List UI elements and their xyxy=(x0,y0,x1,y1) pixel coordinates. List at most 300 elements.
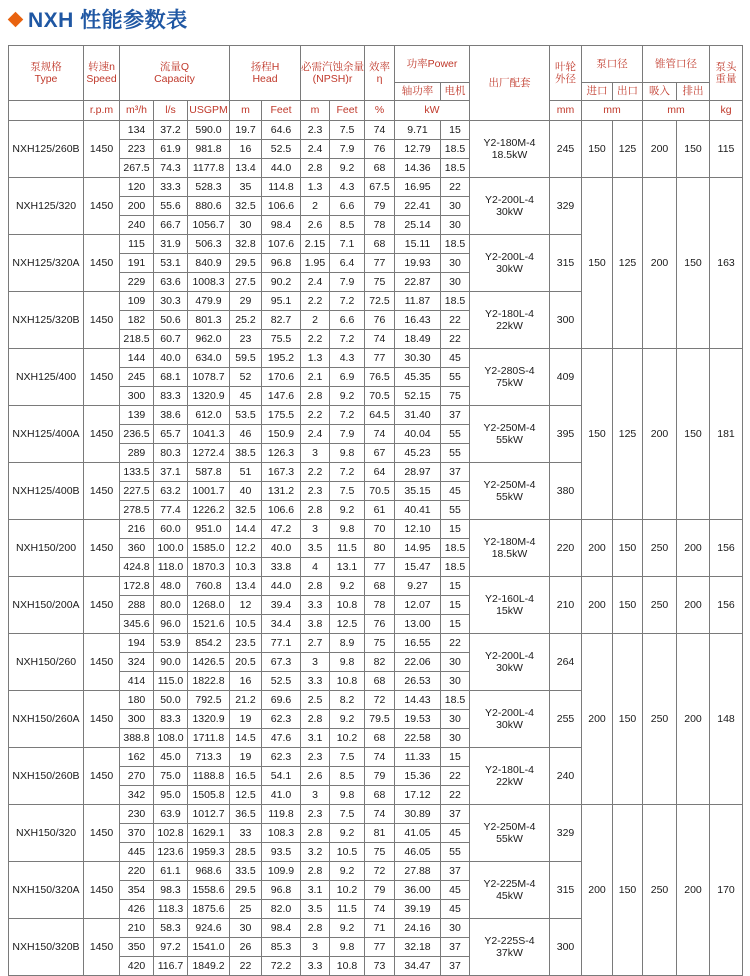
table-row xyxy=(9,805,743,824)
head-m: 29 xyxy=(230,292,262,311)
capacity-ls: 33.3 xyxy=(154,178,188,197)
col-port: 泵口径 xyxy=(582,46,643,83)
unit-rpm: r.p.m xyxy=(84,101,120,121)
motor-power: 55 xyxy=(441,444,470,463)
npsh-m: 2.3 xyxy=(301,748,330,767)
npsh-m: 2.3 xyxy=(301,121,330,140)
npsh-m: 2.15 xyxy=(301,235,330,254)
capacity-usgpm: 792.5 xyxy=(188,691,230,710)
capacity-ls: 100.0 xyxy=(154,539,188,558)
capacity-m3h: 278.5 xyxy=(120,501,154,520)
npsh-m: 2.4 xyxy=(301,273,330,292)
efficiency: 82 xyxy=(365,653,395,672)
head-feet: 93.5 xyxy=(262,843,301,862)
capacity-ls: 90.0 xyxy=(154,653,188,672)
capacity-usgpm: 1041.3 xyxy=(188,425,230,444)
capacity-usgpm: 962.0 xyxy=(188,330,230,349)
capacity-m3h: 445 xyxy=(120,843,154,862)
motor-power: 55 xyxy=(441,368,470,387)
capacity-ls: 63.2 xyxy=(154,482,188,501)
npsh-feet: 7.5 xyxy=(330,748,365,767)
pump-weight: 170 xyxy=(710,805,743,976)
capacity-ls: 80.0 xyxy=(154,596,188,615)
npsh-m: 2.8 xyxy=(301,387,330,406)
capacity-m3h: 227.5 xyxy=(120,482,154,501)
head-m: 32.8 xyxy=(230,235,262,254)
shaft-power: 40.04 xyxy=(395,425,441,444)
capacity-m3h: 109 xyxy=(120,292,154,311)
head-m: 27.5 xyxy=(230,273,262,292)
capacity-ls: 75.0 xyxy=(154,767,188,786)
shaft-power: 22.41 xyxy=(395,197,441,216)
capacity-m3h: 200 xyxy=(120,197,154,216)
flange-suction: 200 xyxy=(643,178,677,349)
flange-discharge: 150 xyxy=(677,178,710,349)
impeller-diameter: 240 xyxy=(550,748,582,805)
head-feet: 95.1 xyxy=(262,292,301,311)
capacity-ls: 116.7 xyxy=(154,957,188,976)
npsh-m: 3.3 xyxy=(301,596,330,615)
npsh-feet: 7.2 xyxy=(330,330,365,349)
motor-power: 45 xyxy=(441,881,470,900)
pump-weight: 156 xyxy=(710,577,743,634)
capacity-m3h: 324 xyxy=(120,653,154,672)
npsh-feet: 10.8 xyxy=(330,596,365,615)
capacity-ls: 66.7 xyxy=(154,216,188,235)
shaft-power: 36.00 xyxy=(395,881,441,900)
capacity-ls: 80.3 xyxy=(154,444,188,463)
motor-model: Y2-180M-4 18.5kW xyxy=(470,520,550,577)
capacity-m3h: 288 xyxy=(120,596,154,615)
capacity-usgpm: 924.6 xyxy=(188,919,230,938)
unit-m: m xyxy=(230,101,262,121)
head-m: 23.5 xyxy=(230,634,262,653)
efficiency: 74 xyxy=(365,425,395,444)
head-m: 19 xyxy=(230,710,262,729)
npsh-feet: 7.2 xyxy=(330,406,365,425)
impeller-diameter: 329 xyxy=(550,178,582,235)
shaft-power: 41.05 xyxy=(395,824,441,843)
col-motor-power: 电机 xyxy=(441,83,470,101)
head-m: 53.5 xyxy=(230,406,262,425)
shaft-power: 27.88 xyxy=(395,862,441,881)
capacity-ls: 83.3 xyxy=(154,387,188,406)
npsh-m: 2.3 xyxy=(301,482,330,501)
port-outlet: 150 xyxy=(613,634,643,805)
head-feet: 33.8 xyxy=(262,558,301,577)
pump-type: NXH125/320B xyxy=(9,292,84,349)
shaft-power: 24.16 xyxy=(395,919,441,938)
capacity-ls: 60.7 xyxy=(154,330,188,349)
col-port-out: 出口 xyxy=(613,83,643,101)
head-feet: 126.3 xyxy=(262,444,301,463)
npsh-feet: 9.2 xyxy=(330,387,365,406)
npsh-m: 2.6 xyxy=(301,216,330,235)
speed-value: 1450 xyxy=(84,463,120,520)
head-m: 14.5 xyxy=(230,729,262,748)
capacity-usgpm: 1188.8 xyxy=(188,767,230,786)
npsh-m: 2.5 xyxy=(301,691,330,710)
npsh-m: 2.8 xyxy=(301,159,330,178)
shaft-power: 45.35 xyxy=(395,368,441,387)
npsh-m: 1.3 xyxy=(301,178,330,197)
unit-pct: % xyxy=(365,101,395,121)
capacity-ls: 53.9 xyxy=(154,634,188,653)
head-m: 25 xyxy=(230,900,262,919)
head-feet: 195.2 xyxy=(262,349,301,368)
motor-power: 18.5 xyxy=(441,558,470,577)
npsh-m: 2 xyxy=(301,311,330,330)
speed-value: 1450 xyxy=(84,121,120,178)
head-m: 45 xyxy=(230,387,262,406)
speed-value: 1450 xyxy=(84,862,120,919)
shaft-power: 22.87 xyxy=(395,273,441,292)
motor-model: Y2-200L-4 30kW xyxy=(470,691,550,748)
motor-power: 55 xyxy=(441,843,470,862)
capacity-usgpm: 1585.0 xyxy=(188,539,230,558)
capacity-ls: 45.0 xyxy=(154,748,188,767)
npsh-feet: 9.2 xyxy=(330,501,365,520)
capacity-m3h: 370 xyxy=(120,824,154,843)
npsh-feet: 12.5 xyxy=(330,615,365,634)
capacity-ls: 68.1 xyxy=(154,368,188,387)
npsh-feet: 10.8 xyxy=(330,957,365,976)
npsh-m: 3 xyxy=(301,653,330,672)
shaft-power: 16.43 xyxy=(395,311,441,330)
head-m: 33 xyxy=(230,824,262,843)
npsh-m: 2.1 xyxy=(301,368,330,387)
npsh-m: 2.8 xyxy=(301,710,330,729)
head-m: 13.4 xyxy=(230,577,262,596)
capacity-m3h: 270 xyxy=(120,767,154,786)
head-m: 16 xyxy=(230,672,262,691)
motor-power: 30 xyxy=(441,216,470,235)
capacity-m3h: 300 xyxy=(120,387,154,406)
head-feet: 52.5 xyxy=(262,140,301,159)
capacity-ls: 118.3 xyxy=(154,900,188,919)
shaft-power: 14.95 xyxy=(395,539,441,558)
npsh-m: 2.8 xyxy=(301,919,330,938)
head-m: 29.5 xyxy=(230,254,262,273)
port-outlet: 150 xyxy=(613,805,643,976)
flange-discharge: 200 xyxy=(677,805,710,976)
npsh-feet: 7.9 xyxy=(330,425,365,444)
capacity-m3h: 115 xyxy=(120,235,154,254)
table-row xyxy=(9,349,743,368)
motor-model: Y2-200L-4 30kW xyxy=(470,235,550,292)
shaft-power: 11.87 xyxy=(395,292,441,311)
motor-power: 18.5 xyxy=(441,140,470,159)
shaft-power: 11.33 xyxy=(395,748,441,767)
motor-model: Y2-225S-4 37kW xyxy=(470,919,550,976)
capacity-usgpm: 1541.0 xyxy=(188,938,230,957)
shaft-power: 25.14 xyxy=(395,216,441,235)
col-shaft-power: 轴功率 xyxy=(395,83,441,101)
capacity-m3h: 172.8 xyxy=(120,577,154,596)
port-inlet: 200 xyxy=(582,577,613,634)
shaft-power: 18.49 xyxy=(395,330,441,349)
motor-power: 45 xyxy=(441,349,470,368)
efficiency: 76 xyxy=(365,311,395,330)
head-m: 10.5 xyxy=(230,615,262,634)
motor-model: Y2-160L-4 15kW xyxy=(470,577,550,634)
npsh-feet: 9.2 xyxy=(330,577,365,596)
capacity-m3h: 191 xyxy=(120,254,154,273)
motor-model: Y2-180M-4 18.5kW xyxy=(470,121,550,178)
npsh-m: 1.3 xyxy=(301,349,330,368)
motor-power: 18.5 xyxy=(441,691,470,710)
capacity-usgpm: 1320.9 xyxy=(188,710,230,729)
motor-power: 37 xyxy=(441,406,470,425)
impeller-diameter: 300 xyxy=(550,292,582,349)
npsh-feet: 10.8 xyxy=(330,672,365,691)
head-m: 12.5 xyxy=(230,786,262,805)
head-feet: 40.0 xyxy=(262,539,301,558)
efficiency: 74 xyxy=(365,805,395,824)
efficiency: 78 xyxy=(365,596,395,615)
head-m: 13.4 xyxy=(230,159,262,178)
motor-power: 22 xyxy=(441,786,470,805)
capacity-ls: 97.2 xyxy=(154,938,188,957)
npsh-m: 3.8 xyxy=(301,615,330,634)
capacity-ls: 63.9 xyxy=(154,805,188,824)
capacity-usgpm: 1849.2 xyxy=(188,957,230,976)
table-row xyxy=(9,520,743,539)
col-efficiency: 效率 η xyxy=(365,46,395,101)
head-m: 16 xyxy=(230,140,262,159)
flange-discharge: 200 xyxy=(677,577,710,634)
table-header xyxy=(9,46,743,121)
pump-type: NXH150/320A xyxy=(9,862,84,919)
col-weight: 泵头 重量 xyxy=(710,46,743,101)
capacity-ls: 65.7 xyxy=(154,425,188,444)
head-feet: 82.0 xyxy=(262,900,301,919)
capacity-ls: 98.3 xyxy=(154,881,188,900)
motor-model: Y2-280S-4 75kW xyxy=(470,349,550,406)
efficiency: 71 xyxy=(365,919,395,938)
head-feet: 67.3 xyxy=(262,653,301,672)
head-m: 32.5 xyxy=(230,197,262,216)
motor-power: 18.5 xyxy=(441,539,470,558)
capacity-usgpm: 590.0 xyxy=(188,121,230,140)
motor-power: 22 xyxy=(441,634,470,653)
col-head: 扬程H Head xyxy=(230,46,301,101)
capacity-ls: 60.0 xyxy=(154,520,188,539)
npsh-m: 3 xyxy=(301,520,330,539)
npsh-m: 2.8 xyxy=(301,577,330,596)
pump-type: NXH125/400B xyxy=(9,463,84,520)
capacity-m3h: 133.5 xyxy=(120,463,154,482)
capacity-usgpm: 1505.8 xyxy=(188,786,230,805)
efficiency: 68 xyxy=(365,577,395,596)
npsh-feet: 9.2 xyxy=(330,824,365,843)
impeller-diameter: 395 xyxy=(550,406,582,463)
efficiency: 74 xyxy=(365,121,395,140)
unit-mm-port: mm xyxy=(582,101,643,121)
head-m: 40 xyxy=(230,482,262,501)
capacity-m3h: 230 xyxy=(120,805,154,824)
npsh-feet: 7.2 xyxy=(330,463,365,482)
speed-value: 1450 xyxy=(84,178,120,235)
npsh-m: 2.2 xyxy=(301,330,330,349)
head-m: 21.2 xyxy=(230,691,262,710)
capacity-usgpm: 1268.0 xyxy=(188,596,230,615)
capacity-m3h: 342 xyxy=(120,786,154,805)
shaft-power: 15.11 xyxy=(395,235,441,254)
npsh-m: 3.2 xyxy=(301,843,330,862)
port-inlet: 150 xyxy=(582,121,613,178)
head-m: 23 xyxy=(230,330,262,349)
shaft-power: 15.47 xyxy=(395,558,441,577)
capacity-usgpm: 1226.2 xyxy=(188,501,230,520)
impeller-diameter: 255 xyxy=(550,691,582,748)
capacity-usgpm: 1177.8 xyxy=(188,159,230,178)
head-feet: 75.5 xyxy=(262,330,301,349)
head-feet: 62.3 xyxy=(262,710,301,729)
port-inlet: 200 xyxy=(582,634,613,805)
motor-power: 18.5 xyxy=(441,292,470,311)
port-outlet: 150 xyxy=(613,520,643,577)
impeller-diameter: 264 xyxy=(550,634,582,691)
head-m: 20.5 xyxy=(230,653,262,672)
shaft-power: 14.36 xyxy=(395,159,441,178)
capacity-ls: 37.2 xyxy=(154,121,188,140)
efficiency: 79.5 xyxy=(365,710,395,729)
speed-value: 1450 xyxy=(84,805,120,862)
motor-power: 37 xyxy=(441,463,470,482)
capacity-ls: 61.9 xyxy=(154,140,188,159)
efficiency: 64.5 xyxy=(365,406,395,425)
impeller-diameter: 300 xyxy=(550,919,582,976)
efficiency: 70 xyxy=(365,520,395,539)
capacity-m3h: 245 xyxy=(120,368,154,387)
page-title xyxy=(8,4,188,34)
pump-type: NXH125/320A xyxy=(9,235,84,292)
head-m: 51 xyxy=(230,463,262,482)
unit-npsh-m: m xyxy=(301,101,330,121)
head-feet: 44.0 xyxy=(262,577,301,596)
motor-power: 30 xyxy=(441,672,470,691)
npsh-m: 2.2 xyxy=(301,292,330,311)
col-flange-out: 排出 xyxy=(677,83,710,101)
motor-power: 15 xyxy=(441,577,470,596)
motor-power: 15 xyxy=(441,121,470,140)
motor-power: 45 xyxy=(441,482,470,501)
efficiency: 76 xyxy=(365,615,395,634)
capacity-usgpm: 713.3 xyxy=(188,748,230,767)
pump-type: NXH150/260B xyxy=(9,748,84,805)
speed-value: 1450 xyxy=(84,520,120,577)
efficiency: 75 xyxy=(365,634,395,653)
table-body xyxy=(9,121,743,976)
npsh-m: 3.3 xyxy=(301,672,330,691)
shaft-power: 52.15 xyxy=(395,387,441,406)
shaft-power: 45.23 xyxy=(395,444,441,463)
efficiency: 77 xyxy=(365,349,395,368)
head-m: 32.5 xyxy=(230,501,262,520)
head-m: 46 xyxy=(230,425,262,444)
unit-npsh-feet: Feet xyxy=(330,101,365,121)
unit-mm-impeller: mm xyxy=(550,101,582,121)
motor-model: Y2-250M-4 55kW xyxy=(470,463,550,520)
capacity-usgpm: 1056.7 xyxy=(188,216,230,235)
shaft-power: 30.30 xyxy=(395,349,441,368)
shaft-power: 12.07 xyxy=(395,596,441,615)
head-feet: 64.6 xyxy=(262,121,301,140)
npsh-feet: 8.9 xyxy=(330,634,365,653)
motor-model: Y2-180L-4 22kW xyxy=(470,292,550,349)
speed-value: 1450 xyxy=(84,235,120,292)
head-feet: 62.3 xyxy=(262,748,301,767)
unit-mm-flange: mm xyxy=(643,101,710,121)
capacity-usgpm: 1822.8 xyxy=(188,672,230,691)
npsh-feet: 7.9 xyxy=(330,273,365,292)
pump-type: NXH150/200A xyxy=(9,577,84,634)
head-m: 12 xyxy=(230,596,262,615)
capacity-m3h: 134 xyxy=(120,121,154,140)
npsh-m: 2.6 xyxy=(301,767,330,786)
capacity-ls: 37.1 xyxy=(154,463,188,482)
speed-value: 1450 xyxy=(84,406,120,463)
efficiency: 67.5 xyxy=(365,178,395,197)
capacity-ls: 40.0 xyxy=(154,349,188,368)
capacity-usgpm: 1959.3 xyxy=(188,843,230,862)
shaft-power: 9.27 xyxy=(395,577,441,596)
efficiency: 76 xyxy=(365,140,395,159)
capacity-m3h: 360 xyxy=(120,539,154,558)
motor-power: 22 xyxy=(441,330,470,349)
npsh-m: 3 xyxy=(301,444,330,463)
efficiency: 72 xyxy=(365,862,395,881)
pump-weight: 115 xyxy=(710,121,743,178)
capacity-ls: 96.0 xyxy=(154,615,188,634)
capacity-ls: 50.0 xyxy=(154,691,188,710)
npsh-feet: 9.8 xyxy=(330,786,365,805)
capacity-usgpm: 506.3 xyxy=(188,235,230,254)
flange-suction: 250 xyxy=(643,577,677,634)
motor-power: 55 xyxy=(441,501,470,520)
npsh-feet: 9.2 xyxy=(330,710,365,729)
capacity-ls: 63.6 xyxy=(154,273,188,292)
shaft-power: 40.41 xyxy=(395,501,441,520)
shaft-power: 30.89 xyxy=(395,805,441,824)
head-m: 12.2 xyxy=(230,539,262,558)
npsh-m: 3.1 xyxy=(301,729,330,748)
npsh-feet: 7.5 xyxy=(330,482,365,501)
efficiency: 77 xyxy=(365,254,395,273)
flange-suction: 250 xyxy=(643,634,677,805)
shaft-power: 12.10 xyxy=(395,520,441,539)
efficiency: 80 xyxy=(365,539,395,558)
shaft-power: 35.15 xyxy=(395,482,441,501)
efficiency: 68 xyxy=(365,159,395,178)
head-feet: 114.8 xyxy=(262,178,301,197)
head-feet: 41.0 xyxy=(262,786,301,805)
impeller-diameter: 315 xyxy=(550,862,582,919)
capacity-m3h: 420 xyxy=(120,957,154,976)
capacity-ls: 102.8 xyxy=(154,824,188,843)
head-feet: 131.2 xyxy=(262,482,301,501)
npsh-m: 3.1 xyxy=(301,881,330,900)
efficiency: 73 xyxy=(365,957,395,976)
capacity-m3h: 289 xyxy=(120,444,154,463)
shaft-power: 13.00 xyxy=(395,615,441,634)
diamond-bullet-icon xyxy=(8,11,24,27)
head-feet: 109.9 xyxy=(262,862,301,881)
head-m: 59.5 xyxy=(230,349,262,368)
npsh-m: 3.5 xyxy=(301,900,330,919)
head-feet: 69.6 xyxy=(262,691,301,710)
